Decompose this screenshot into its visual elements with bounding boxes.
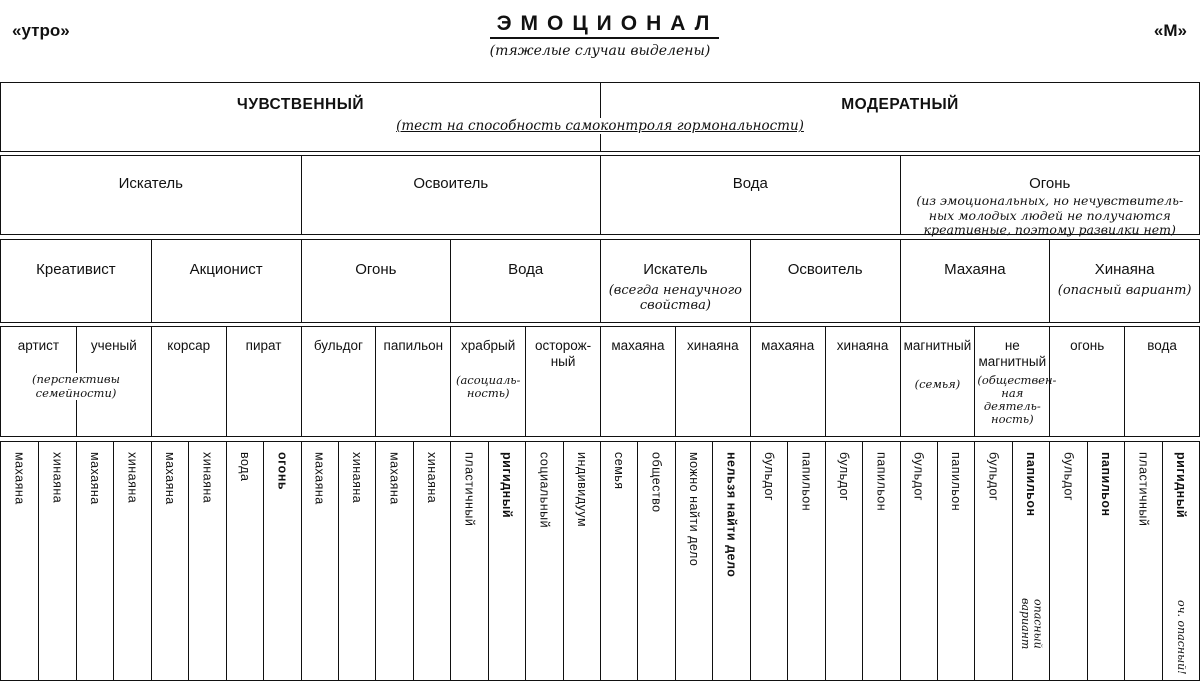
leaf-label: хинаяна [350, 452, 365, 504]
leaf-cell [675, 442, 712, 680]
tier4-label: корсар [167, 338, 211, 353]
page-title: ЭМОЦИОНАЛ [490, 12, 720, 39]
leaf-label: папильон [874, 452, 889, 512]
tier3-label: Освоитель [787, 261, 863, 278]
leaf-cell [1012, 442, 1049, 680]
tier3-label: Махаяна [944, 261, 1006, 278]
tier4-label: не магнитный [978, 338, 1047, 369]
leaf-cell [862, 442, 899, 680]
leaf-cell [712, 442, 749, 680]
tier3-cell [151, 240, 301, 322]
leaf-cell [488, 442, 525, 680]
cell-note [901, 194, 1200, 238]
leaf-label: папильон [799, 452, 814, 512]
tier2-label: Огонь [1029, 175, 1071, 192]
leaf-label: можно найти дело [687, 452, 702, 567]
tier3-label: Хинаяна [1094, 261, 1155, 278]
tier2-label: Вода [732, 175, 768, 192]
tier3-label: Вода [508, 261, 544, 278]
cell-note [977, 373, 1057, 426]
leaf-label: бульдог [836, 452, 851, 501]
tier4-label: артист [17, 338, 60, 353]
tier4-label: махаяна [611, 338, 665, 353]
leaf-label: вода [237, 452, 252, 482]
tier1-cell-right [600, 83, 1199, 151]
leaf-label: огонь [275, 452, 290, 491]
leaf-label: бульдог [986, 452, 1001, 501]
tier2-label: Освоитель [413, 175, 489, 192]
tier1-subtitle: (тест на способность самоконтроля гормональности) [388, 118, 812, 134]
tier2-cell [1, 156, 301, 234]
tier3-cell [900, 240, 1050, 322]
note-line: ность) [991, 412, 1034, 426]
leaf-label: хинаяна [425, 452, 440, 504]
tier4-cell [675, 327, 750, 436]
leaf-label: хинаяна [200, 452, 215, 504]
leaf-label: социальный [537, 452, 552, 529]
tier3-cell [1, 240, 151, 322]
tier4-cell [375, 327, 450, 436]
leaf-label: нельзя найти дело [724, 452, 739, 578]
tier4-cell [900, 327, 975, 436]
leaf-label: махаяна [88, 452, 103, 505]
leaf-label: бульдог [761, 452, 776, 501]
note-line: ная деятель- [983, 386, 1041, 413]
leaf-label: папильон [1098, 452, 1113, 517]
leaf-cell [413, 442, 450, 680]
tier1-label: МОДЕРАТНЫЙ [841, 96, 959, 113]
leaf-label: ригидный [1173, 452, 1188, 519]
tier2-cell [301, 156, 601, 234]
leaf-label: папильон [949, 452, 964, 512]
leaf-label: ригидный [499, 452, 514, 519]
tier1-cell-left [1, 83, 600, 151]
leaf-cell [450, 442, 487, 680]
leaf-cell [188, 442, 225, 680]
cell-note: (всегда ненаучного свойства) [608, 283, 743, 313]
leaf-label: индивидуум [574, 452, 589, 528]
leaf-cell [151, 442, 188, 680]
tier4-label: ученый [90, 338, 137, 353]
tier3-label: Искатель [643, 261, 708, 278]
tier4-cell [600, 327, 675, 436]
note-line: ность) [466, 386, 510, 400]
leaf-cell [1162, 442, 1199, 680]
leaf-cell [1, 442, 38, 680]
tier4-label: огонь [1070, 338, 1105, 353]
tier4-cell [450, 327, 525, 436]
leaf-cell [1049, 442, 1086, 680]
leaf-label: махаяна [12, 452, 27, 505]
tier4-label: махаяна [761, 338, 815, 353]
tier5-row [0, 441, 1200, 681]
tier4-cell [226, 327, 301, 436]
leaf-cell [226, 442, 263, 680]
tier4-cell [525, 327, 600, 436]
leaf-label: махаяна [387, 452, 402, 505]
leaf-label: семья [612, 452, 627, 490]
leaf-cell [563, 442, 600, 680]
title-wrap [0, 0, 1200, 59]
leaf-label: пластичный [462, 452, 477, 527]
tier4-label: хинаяна [836, 338, 889, 353]
tier4-cell [974, 327, 1057, 436]
tier4-label: хинаяна [687, 338, 739, 353]
leaf-label: бульдог [911, 452, 926, 501]
tier2-cell [600, 156, 900, 234]
tier4-cell [1124, 327, 1199, 436]
leaf-label: папильон [1024, 452, 1039, 517]
leaf-cell [1087, 442, 1124, 680]
leaf-label: махаяна [312, 452, 327, 505]
page-header [0, 0, 1200, 82]
leaf-label: махаяна [162, 452, 177, 505]
tier3-label: Креативист [36, 261, 116, 278]
leaf-label: хинаяна [50, 452, 65, 504]
tier4-label: папильон [383, 338, 444, 353]
tier4-cell [151, 327, 226, 436]
leaf-cell [375, 442, 412, 680]
leaf-cell [1124, 442, 1161, 680]
note-line: (асоциаль- [455, 373, 521, 387]
corner-label-right: «М» [1153, 21, 1187, 40]
tier4-cell [825, 327, 900, 436]
tier3-cell [301, 240, 451, 322]
tier4-label: ный [550, 353, 576, 369]
tier3-cell [450, 240, 600, 322]
leaf-label: общество [649, 452, 664, 513]
leaf-cell [900, 442, 937, 680]
tier4-label: вода [1147, 338, 1177, 353]
leaf-cell [38, 442, 75, 680]
leaf-label: пластичный [1136, 452, 1151, 527]
tier4-cell [301, 327, 376, 436]
leaf-cell [825, 442, 862, 680]
tier3-label: Акционист [189, 261, 263, 278]
corner-label-left: «утро» [12, 21, 70, 40]
page-subtitle: (тяжелые случаи выделены) [489, 43, 711, 59]
leaf-cell [787, 442, 824, 680]
note-line: ных молодых людей не получаются [928, 207, 1171, 223]
cell-note: (семья) [914, 377, 961, 391]
note-line: (обществен- [977, 373, 1057, 387]
cell-note [453, 374, 523, 400]
leaf-cell [974, 442, 1011, 680]
tier1-row [0, 82, 1200, 152]
tier1-label: ЧУВСТВЕННЫЙ [236, 96, 365, 113]
tier4-label: бульдог [313, 338, 363, 353]
tier4-label: осторож- [534, 338, 592, 353]
tier2-label: Искатель [118, 175, 183, 192]
tier2-row [0, 155, 1200, 235]
tier3-cell [1049, 240, 1199, 322]
leaf-cell [525, 442, 562, 680]
tier4-label: магнитный [903, 338, 972, 353]
danger-note: оч. опасный! [1175, 600, 1189, 675]
leaf-cell [76, 442, 113, 680]
note-line: (из эмоциональных, но нечувствитель- [916, 193, 1184, 208]
leaf-cell [263, 442, 300, 680]
leaf-label: хинаяна [125, 452, 140, 504]
tier3-label: Огонь [355, 261, 397, 278]
leaf-cell [113, 442, 150, 680]
leaf-cell [637, 442, 674, 680]
tier2-cell [900, 156, 1200, 237]
leaf-cell [937, 442, 974, 680]
leaf-cell [301, 442, 338, 680]
tier4-cell [750, 327, 825, 436]
note-line: креативные, поэтому развилки нет) [923, 222, 1176, 237]
leaf-cell [600, 442, 637, 680]
leaf-label: бульдог [1061, 452, 1076, 501]
tier3-row [0, 239, 1200, 323]
tier4-cell [1049, 327, 1124, 436]
tier3-cell [600, 240, 750, 322]
tier3-cell [750, 240, 900, 322]
tier4-label: пират [245, 338, 282, 353]
leaf-cell [338, 442, 375, 680]
family-prospects-note: (перспективы семейности) [27, 373, 125, 400]
tier4-label: храбрый [461, 338, 516, 353]
danger-note: опасный вариант [1019, 598, 1045, 650]
tier4-row [0, 326, 1200, 437]
leaf-cell [750, 442, 787, 680]
cell-note: (опасный вариант) [1057, 283, 1192, 298]
